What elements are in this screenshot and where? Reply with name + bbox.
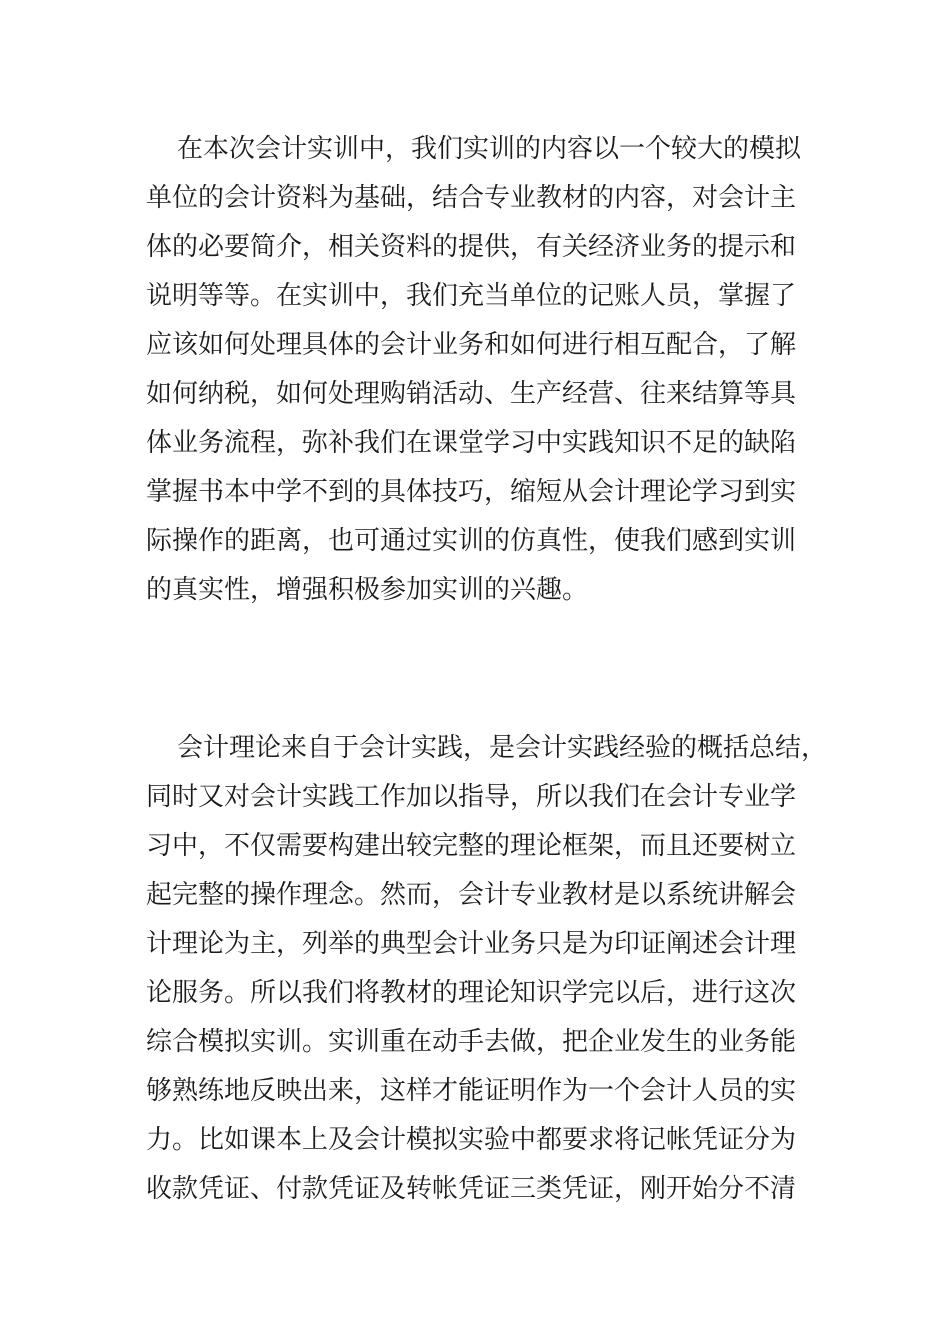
- text-line: 起完整的操作理念。然而，会计专业教材是以系统讲解会: [146, 880, 797, 910]
- text-line: 习中，不仅需要构建出较完整的理论框架，而且还要树立: [146, 831, 797, 861]
- text-line: 应该如何处理具体的会计业务和如何进行相互配合，了解: [146, 330, 797, 360]
- text-line: 计理论为主，列举的典型会计业务只是为印证阐述会计理: [146, 929, 797, 959]
- text-line: 的真实性，增强积极参加实训的兴趣。: [146, 575, 589, 605]
- text-line: 论服务。所以我们将教材的理论知识学完以后，进行这次: [146, 978, 797, 1008]
- text-line: 会计理论来自于会计实践，是会计实践经验的概括总结，: [177, 733, 828, 763]
- text-line: 在本次会计实训中，我们实训的内容以一个较大的模拟: [177, 134, 802, 164]
- text-line: 综合模拟实训。实训重在动手去做，把企业发生的业务能: [146, 1027, 797, 1057]
- text-line: 够熟练地反映出来，这样才能证明作为一个会计人员的实: [146, 1076, 797, 1106]
- text-line: 说明等等。在实训中，我们充当单位的记账人员，掌握了: [146, 281, 797, 311]
- text-line: 际操作的距离，也可通过实训的仿真性，使我们感到实训: [146, 526, 797, 556]
- text-line: 单位的会计资料为基础，结合专业教材的内容，对会计主: [146, 183, 797, 213]
- text-line: 体的必要简介，相关资料的提供，有关经济业务的提示和: [146, 232, 797, 262]
- text-line: 力。比如课本上及会计模拟实验中都要求将记帐凭证分为: [146, 1125, 797, 1155]
- paragraph-1: [146, 125, 846, 615]
- text-line: 体业务流程，弥补我们在课堂学习中实践知识不足的缺陷: [146, 428, 797, 458]
- text-line: 收款凭证、付款凭证及转帐凭证三类凭证，刚开始分不清: [146, 1174, 797, 1204]
- text-line: 掌握书本中学不到的具体技巧，缩短从会计理论学习到实: [146, 477, 797, 507]
- text-line: 同时又对会计实践工作加以指导，所以我们在会计专业学: [146, 782, 797, 812]
- text-line: 如何纳税，如何处理购销活动、生产经营、往来结算等具: [146, 379, 797, 409]
- paragraph-2: [146, 724, 846, 1214]
